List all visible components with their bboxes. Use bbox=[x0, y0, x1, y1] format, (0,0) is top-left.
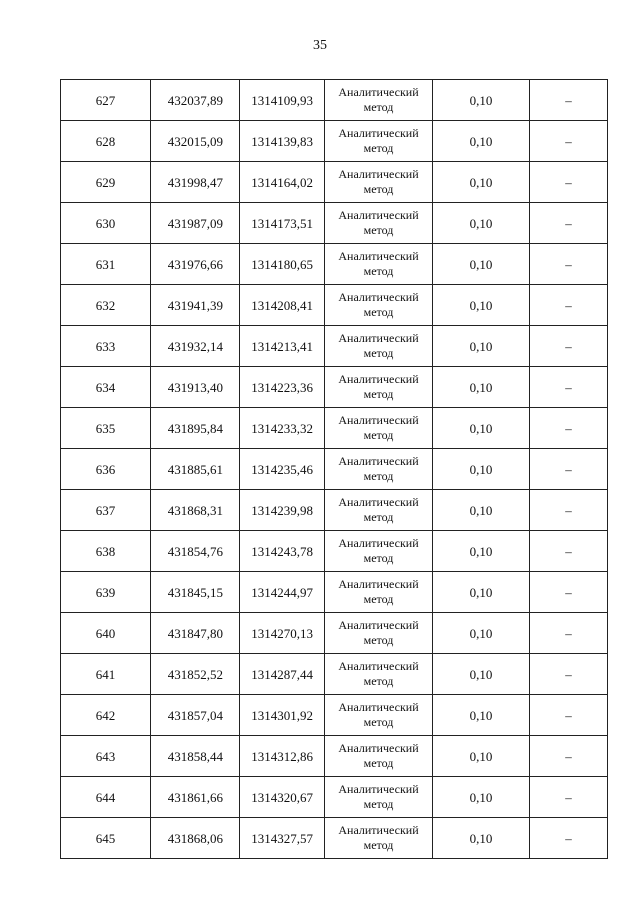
accuracy-cell: 0,10 bbox=[433, 531, 530, 572]
x-coordinate-cell: 431913,40 bbox=[151, 367, 240, 408]
point-number-cell: 644 bbox=[61, 777, 151, 818]
note-cell: – bbox=[530, 654, 608, 695]
note-cell: – bbox=[530, 818, 608, 859]
y-coordinate-cell: 1314301,92 bbox=[240, 695, 325, 736]
x-coordinate-cell: 431858,44 bbox=[151, 736, 240, 777]
x-coordinate-cell: 431998,47 bbox=[151, 162, 240, 203]
y-coordinate-cell: 1314320,67 bbox=[240, 777, 325, 818]
note-cell: – bbox=[530, 203, 608, 244]
method-cell: Аналитический метод bbox=[325, 572, 433, 613]
table-row bbox=[61, 203, 608, 244]
method-cell: Аналитический метод bbox=[325, 326, 433, 367]
table-row bbox=[61, 613, 608, 654]
note-cell: – bbox=[530, 490, 608, 531]
y-coordinate-cell: 1314173,51 bbox=[240, 203, 325, 244]
x-coordinate-cell: 431976,66 bbox=[151, 244, 240, 285]
table-row bbox=[61, 654, 608, 695]
table-row bbox=[61, 449, 608, 490]
y-coordinate-cell: 1314180,65 bbox=[240, 244, 325, 285]
y-coordinate-cell: 1314327,57 bbox=[240, 818, 325, 859]
y-coordinate-cell: 1314109,93 bbox=[240, 80, 325, 121]
method-cell: Аналитический метод bbox=[325, 490, 433, 531]
point-number-cell: 637 bbox=[61, 490, 151, 531]
method-cell: Аналитический метод bbox=[325, 80, 433, 121]
note-cell: – bbox=[530, 285, 608, 326]
point-number-cell: 633 bbox=[61, 326, 151, 367]
note-cell: – bbox=[530, 531, 608, 572]
x-coordinate-cell: 432015,09 bbox=[151, 121, 240, 162]
accuracy-cell: 0,10 bbox=[433, 654, 530, 695]
x-coordinate-cell: 431861,66 bbox=[151, 777, 240, 818]
accuracy-cell: 0,10 bbox=[433, 695, 530, 736]
note-cell: – bbox=[530, 695, 608, 736]
accuracy-cell: 0,10 bbox=[433, 572, 530, 613]
method-cell: Аналитический метод bbox=[325, 449, 433, 490]
table-row bbox=[61, 490, 608, 531]
y-coordinate-cell: 1314223,36 bbox=[240, 367, 325, 408]
coordinates-table bbox=[60, 79, 608, 859]
y-coordinate-cell: 1314287,44 bbox=[240, 654, 325, 695]
x-coordinate-cell: 431854,76 bbox=[151, 531, 240, 572]
point-number-cell: 627 bbox=[61, 80, 151, 121]
note-cell: – bbox=[530, 244, 608, 285]
x-coordinate-cell: 431895,84 bbox=[151, 408, 240, 449]
x-coordinate-cell: 431847,80 bbox=[151, 613, 240, 654]
method-cell: Аналитический метод bbox=[325, 654, 433, 695]
method-cell: Аналитический метод bbox=[325, 285, 433, 326]
accuracy-cell: 0,10 bbox=[433, 203, 530, 244]
method-cell: Аналитический метод bbox=[325, 695, 433, 736]
method-cell: Аналитический метод bbox=[325, 818, 433, 859]
table-row bbox=[61, 818, 608, 859]
accuracy-cell: 0,10 bbox=[433, 367, 530, 408]
note-cell: – bbox=[530, 367, 608, 408]
note-cell: – bbox=[530, 326, 608, 367]
point-number-cell: 641 bbox=[61, 654, 151, 695]
table-row bbox=[61, 367, 608, 408]
accuracy-cell: 0,10 bbox=[433, 736, 530, 777]
x-coordinate-cell: 431987,09 bbox=[151, 203, 240, 244]
y-coordinate-cell: 1314235,46 bbox=[240, 449, 325, 490]
table-row bbox=[61, 162, 608, 203]
x-coordinate-cell: 431852,52 bbox=[151, 654, 240, 695]
method-cell: Аналитический метод bbox=[325, 777, 433, 818]
table-row bbox=[61, 80, 608, 121]
point-number-cell: 639 bbox=[61, 572, 151, 613]
accuracy-cell: 0,10 bbox=[433, 121, 530, 162]
y-coordinate-cell: 1314139,83 bbox=[240, 121, 325, 162]
accuracy-cell: 0,10 bbox=[433, 285, 530, 326]
point-number-cell: 631 bbox=[61, 244, 151, 285]
method-cell: Аналитический метод bbox=[325, 244, 433, 285]
table-row bbox=[61, 531, 608, 572]
table-row bbox=[61, 121, 608, 162]
coordinates-table-body bbox=[61, 80, 608, 859]
y-coordinate-cell: 1314239,98 bbox=[240, 490, 325, 531]
point-number-cell: 645 bbox=[61, 818, 151, 859]
method-cell: Аналитический метод bbox=[325, 531, 433, 572]
x-coordinate-cell: 431857,04 bbox=[151, 695, 240, 736]
x-coordinate-cell: 431868,31 bbox=[151, 490, 240, 531]
y-coordinate-cell: 1314233,32 bbox=[240, 408, 325, 449]
note-cell: – bbox=[530, 613, 608, 654]
table-row bbox=[61, 695, 608, 736]
note-cell: – bbox=[530, 449, 608, 490]
accuracy-cell: 0,10 bbox=[433, 326, 530, 367]
accuracy-cell: 0,10 bbox=[433, 777, 530, 818]
page-number: 35 bbox=[313, 38, 327, 53]
method-cell: Аналитический метод bbox=[325, 162, 433, 203]
x-coordinate-cell: 431868,06 bbox=[151, 818, 240, 859]
x-coordinate-cell: 431885,61 bbox=[151, 449, 240, 490]
accuracy-cell: 0,10 bbox=[433, 408, 530, 449]
x-coordinate-cell: 431932,14 bbox=[151, 326, 240, 367]
method-cell: Аналитический метод bbox=[325, 367, 433, 408]
accuracy-cell: 0,10 bbox=[433, 818, 530, 859]
table-row bbox=[61, 572, 608, 613]
point-number-cell: 628 bbox=[61, 121, 151, 162]
table-row bbox=[61, 408, 608, 449]
table-row bbox=[61, 736, 608, 777]
point-number-cell: 636 bbox=[61, 449, 151, 490]
y-coordinate-cell: 1314213,41 bbox=[240, 326, 325, 367]
x-coordinate-cell: 431845,15 bbox=[151, 572, 240, 613]
point-number-cell: 634 bbox=[61, 367, 151, 408]
method-cell: Аналитический метод bbox=[325, 408, 433, 449]
accuracy-cell: 0,10 bbox=[433, 162, 530, 203]
note-cell: – bbox=[530, 572, 608, 613]
note-cell: – bbox=[530, 121, 608, 162]
table-row bbox=[61, 326, 608, 367]
y-coordinate-cell: 1314208,41 bbox=[240, 285, 325, 326]
x-coordinate-cell: 431941,39 bbox=[151, 285, 240, 326]
note-cell: – bbox=[530, 80, 608, 121]
point-number-cell: 642 bbox=[61, 695, 151, 736]
method-cell: Аналитический метод bbox=[325, 613, 433, 654]
y-coordinate-cell: 1314270,13 bbox=[240, 613, 325, 654]
note-cell: – bbox=[530, 162, 608, 203]
y-coordinate-cell: 1314164,02 bbox=[240, 162, 325, 203]
x-coordinate-cell: 432037,89 bbox=[151, 80, 240, 121]
y-coordinate-cell: 1314243,78 bbox=[240, 531, 325, 572]
table-row bbox=[61, 244, 608, 285]
accuracy-cell: 0,10 bbox=[433, 244, 530, 285]
point-number-cell: 643 bbox=[61, 736, 151, 777]
table-row bbox=[61, 777, 608, 818]
table-row bbox=[61, 285, 608, 326]
y-coordinate-cell: 1314244,97 bbox=[240, 572, 325, 613]
accuracy-cell: 0,10 bbox=[433, 80, 530, 121]
note-cell: – bbox=[530, 408, 608, 449]
point-number-cell: 640 bbox=[61, 613, 151, 654]
accuracy-cell: 0,10 bbox=[433, 613, 530, 654]
accuracy-cell: 0,10 bbox=[433, 449, 530, 490]
point-number-cell: 635 bbox=[61, 408, 151, 449]
note-cell: – bbox=[530, 736, 608, 777]
point-number-cell: 629 bbox=[61, 162, 151, 203]
note-cell: – bbox=[530, 777, 608, 818]
point-number-cell: 638 bbox=[61, 531, 151, 572]
y-coordinate-cell: 1314312,86 bbox=[240, 736, 325, 777]
method-cell: Аналитический метод bbox=[325, 203, 433, 244]
point-number-cell: 632 bbox=[61, 285, 151, 326]
method-cell: Аналитический метод bbox=[325, 736, 433, 777]
accuracy-cell: 0,10 bbox=[433, 490, 530, 531]
method-cell: Аналитический метод bbox=[325, 121, 433, 162]
point-number-cell: 630 bbox=[61, 203, 151, 244]
